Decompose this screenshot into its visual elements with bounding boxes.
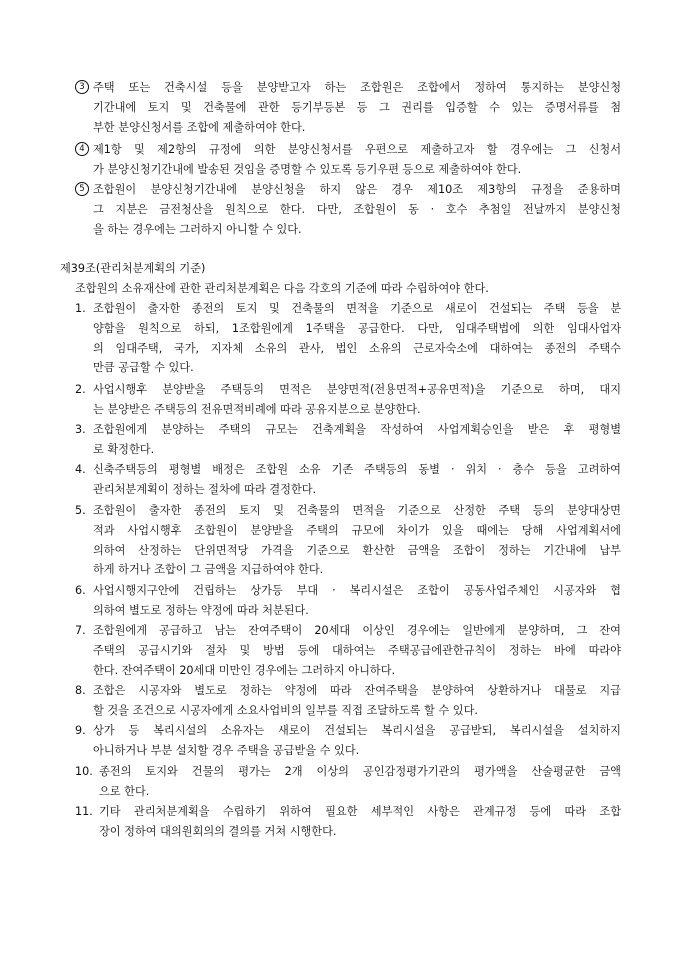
article-item-8 bbox=[93, 681, 621, 721]
text-line: 조합원이 출자한 종전의 토지 및 건축물의 면적을 기준으로 산정한 주택 등의 분양대상면 bbox=[93, 504, 621, 517]
text-line: 주택의 공급시기와 절차 및 방법 등에 대하여는 주택공급에관한규칙이 정하는 바에 따라야 bbox=[93, 643, 621, 657]
text-line: 는 분양받은 주택등의 전유면적비례에 따라 공유지분으로 분양한다. bbox=[93, 402, 421, 416]
article-item-7 bbox=[93, 621, 621, 680]
article-intro: 조합원의 소유재산에 관한 관리처분계획은 다음 각호의 기준에 따라 수립하여야 한다. bbox=[75, 282, 489, 295]
paragraph-item-4 bbox=[93, 140, 621, 180]
article-item-2 bbox=[93, 380, 621, 420]
circled-number-5: 5 bbox=[75, 180, 89, 200]
text-line: 사업시행지구안에 건립하는 상가등 부대 · 복리시설은 조합이 공동사업주체인 시공자와 협 bbox=[93, 584, 621, 597]
text-line: 조합원이 출자한 종전의 토지 및 건축물의 면적을 기준으로 새로이 건설되는 주택 등을 분 bbox=[93, 302, 621, 315]
text-line: 가 분양신청기간내에 발송된 것임을 증명할 수 있도록 등기우편 등으로 제출하여야 한다. bbox=[93, 162, 522, 176]
text-line: 로 확정한다. bbox=[93, 442, 155, 456]
item-number-10: 10. bbox=[75, 765, 93, 778]
item-number-6: 6. bbox=[75, 584, 86, 597]
text-line: 을 하는 경우에는 그러하지 아니할 수 있다. bbox=[93, 222, 302, 236]
item-number-9: 9. bbox=[75, 724, 86, 737]
paragraph-item-3 bbox=[93, 78, 621, 137]
item-number-5: 5. bbox=[75, 504, 86, 517]
text-line: 아니하거나 부분 설치할 경우 주택을 공급받을 수 있다. bbox=[93, 743, 360, 757]
article-item-5 bbox=[93, 501, 621, 580]
article-item-1 bbox=[93, 299, 621, 378]
text-line: 조합원이 분양신청기간내에 분양신청을 하지 않은 경우 제10조 제3항의 규정을 준용하며 bbox=[93, 183, 621, 196]
paragraph-item-5 bbox=[93, 180, 621, 239]
item-number-11: 11. bbox=[75, 805, 93, 818]
circled-number-3: 3 bbox=[75, 78, 89, 98]
article-item-3 bbox=[93, 420, 621, 460]
text-line: 만큼 공급할 수 있다. bbox=[93, 361, 194, 375]
text-line: 으로 한다. bbox=[99, 784, 150, 798]
text-line: 기간내에 토지 및 건축물에 관한 등기부등본 등 그 권리를 입증할 수 있는 증명서류를 첨 bbox=[93, 100, 621, 114]
text-line: 주택 또는 건축시설 등을 분양받고자 하는 조합원은 조합에서 정하여 통지하는 분양신청 bbox=[93, 81, 621, 94]
item-number-8: 8. bbox=[75, 684, 86, 697]
text-line: 조합원에게 공급하고 남는 잔여주택이 20세대 이상인 경우에는 일반에게 분양하며, 그 잔여 bbox=[93, 624, 621, 637]
text-line: 의 임대주택, 국가, 지자체 소유의 관사, 법인 소유의 근로자숙소에 대하여는 종전의 주택수 bbox=[93, 341, 621, 355]
text-line: 신축주택등의 평형별 배정은 조합원 소유 기존 주택등의 동별 · 위치 · 층수 등을 고려하여 bbox=[93, 463, 621, 476]
text-line: 기타 관리처분계획을 수립하기 위하여 필요한 세부적인 사항은 관계규정 등에 따라 조합 bbox=[99, 805, 621, 818]
item-number-2: 2. bbox=[75, 383, 86, 396]
item-number-1: 1. bbox=[75, 302, 86, 315]
text-line: 장이 정하여 대의원회의의 결의를 거쳐 시행한다. bbox=[99, 824, 337, 838]
text-line: 의하여 산정하는 단위면적당 가격을 기준으로 환산한 금액을 조합이 정하는 기간내에 납부 bbox=[93, 543, 621, 557]
text-line: 할 것을 조건으로 시공자에게 소요사업비의 일부를 직접 조달하도록 할 수 있다. bbox=[93, 703, 478, 717]
circled-number-4: 4 bbox=[75, 140, 89, 160]
item-number-4: 4. bbox=[75, 463, 86, 476]
text-line: 양함을 원칙으로 하되, 1조합원에게 1주택을 공급한다. 다만, 임대주택법에 의한 임대사업자 bbox=[93, 321, 621, 335]
article-item-10 bbox=[99, 762, 621, 802]
text-line: 관리처분계획이 정하는 절차에 따라 결정한다. bbox=[93, 482, 317, 496]
article-item-11 bbox=[99, 802, 621, 842]
text-line: 조합은 시공자와 별도로 정하는 약정에 따라 잔여주택을 분양하여 상환하거나 대물로 지급 bbox=[93, 684, 621, 697]
item-number-3: 3. bbox=[75, 423, 86, 436]
text-line: 상가 등 복리시설의 소유자는 새로이 건설되는 복리시설을 공급받되, 복리시설을 설치하지 bbox=[93, 724, 621, 737]
text-line: 사업시행후 분양받을 주택등의 면적은 분양면적(전용면적+공유면적)을 기준으로 하며, 대지 bbox=[93, 383, 621, 396]
text-line: 의하여 별도로 정하는 약정에 따라 처분된다. bbox=[93, 603, 309, 617]
item-number-7: 7. bbox=[75, 624, 86, 637]
text-line: 조합원에게 분양하는 주택의 규모는 건축계획을 작성하여 사업계획승인을 받은 후 평형별 bbox=[93, 423, 621, 436]
text-line: 부한 분양신청서를 조합에 제출하여야 한다. bbox=[93, 120, 306, 134]
article-title: 제39조(관리처분계획의 기준) bbox=[60, 262, 206, 275]
text-line: 하게 하거나 조합이 그 금액을 지급하여야 한다. bbox=[93, 563, 324, 577]
text-line: 종전의 토지와 건물의 평가는 2개 이상의 공인감정평가기관의 평가액을 산술평균한 금액 bbox=[99, 765, 621, 778]
article-item-6 bbox=[93, 581, 621, 621]
text-line: 한다. 잔여주택이 20세대 미만인 경우에는 그러하지 아니하다. bbox=[93, 663, 396, 677]
article-item-4 bbox=[93, 460, 621, 500]
text-line: 제1항 및 제2항의 규정에 의한 분양신청서를 우편으로 제출하고자 할 경우에는 그 신청서 bbox=[93, 143, 621, 156]
text-line: 그 지분은 금전청산을 원칙으로 한다. 다만, 조합원이 동 · 호수 추첨일 전날까지 분양신청 bbox=[93, 202, 621, 216]
text-line: 적과 사업시행후 조합원이 분양받을 주택의 규모에 차이가 있을 때에는 당해 사업계획서에 bbox=[93, 523, 621, 537]
article-item-9 bbox=[93, 721, 621, 761]
